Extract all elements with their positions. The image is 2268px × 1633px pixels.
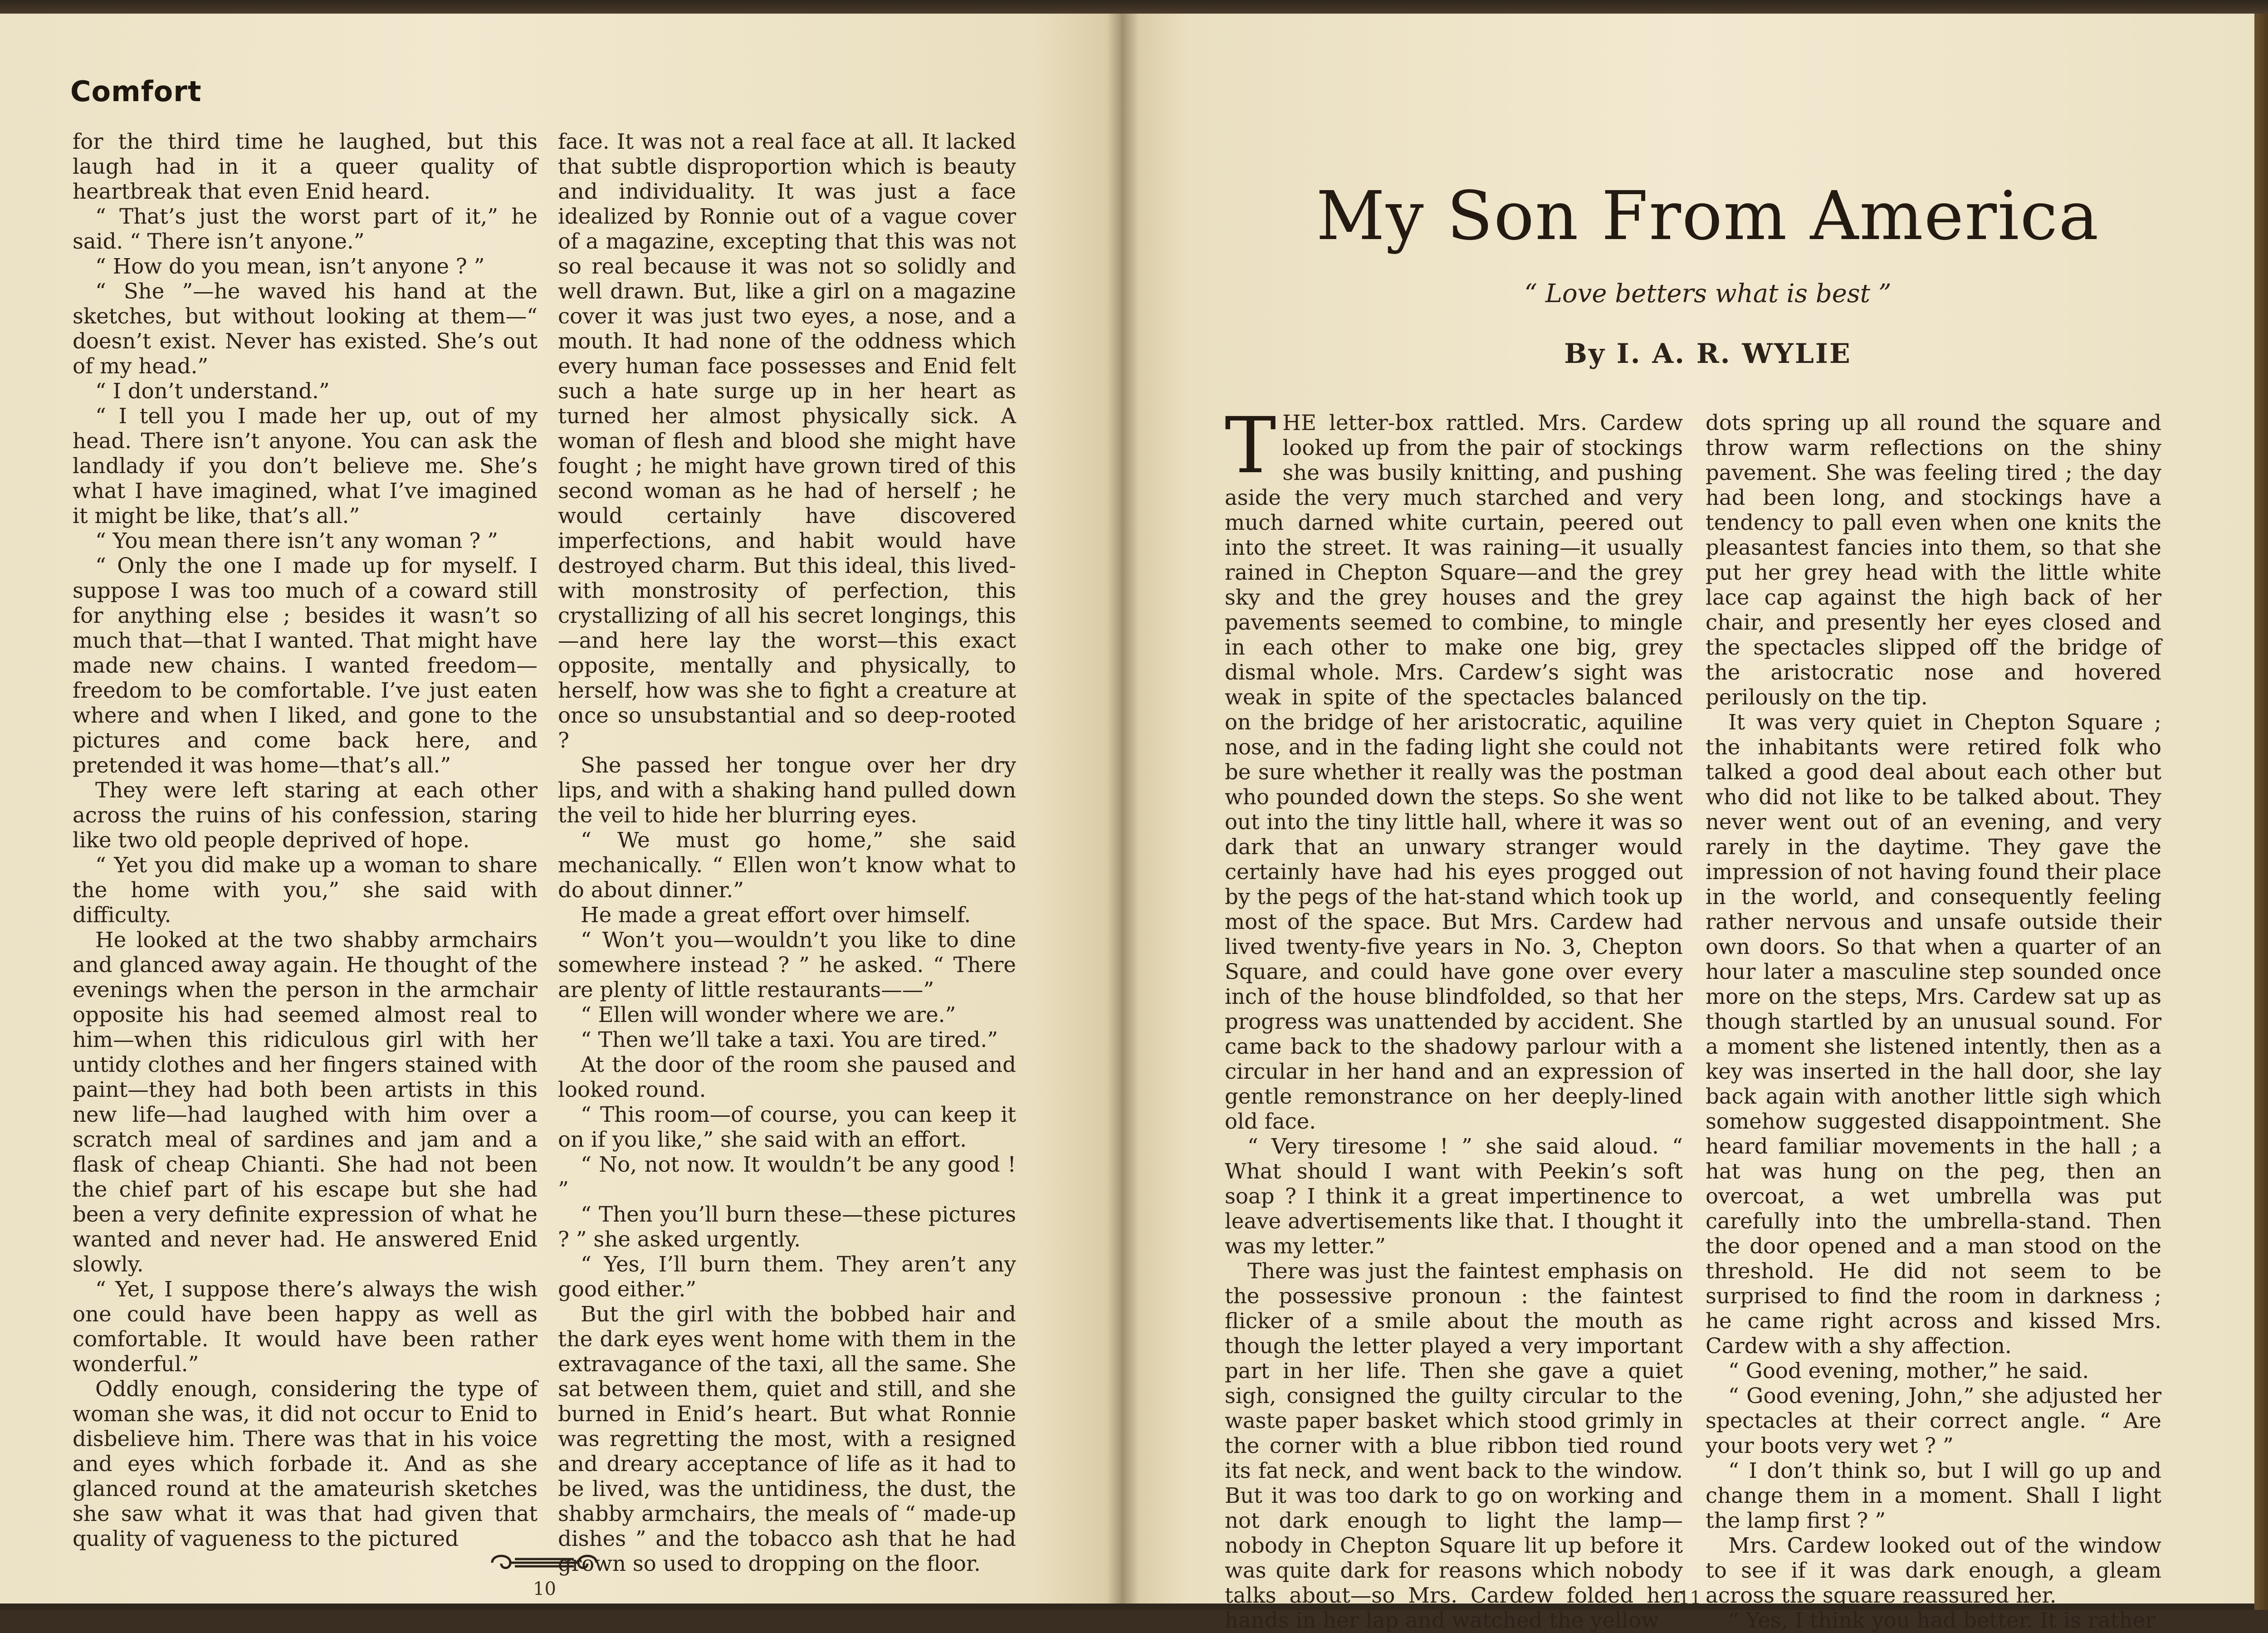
running-head: Comfort bbox=[70, 75, 202, 108]
paragraph: for the third time he laughed, but this laugh had in it a queer quality of heartbreak that even Enid heard. bbox=[73, 129, 538, 204]
paragraph: But the girl with the bobbed hair and the dark eyes went home with them in the extravagance of the taxi, all the same. She sat between them, quiet and still, and she burned in Enid’s heart. But what Ronnie was regretting the most, with a resigned and dreary acceptance of life as it had to be lived, was the untidiness, the dust, the shabby armchairs, the meals of “ made-up dishes ” and the tobacco ash that he had grown so used to dropping on the floor. bbox=[558, 1302, 1016, 1576]
drop-cap: T bbox=[1225, 401, 1276, 491]
paragraph: “ I don’t understand.” bbox=[95, 379, 330, 403]
paragraph: “ Only the one I made up for myself. I suppose I was too much of a coward still for anything else ; besides it wasn’t so much that—that I wanted. That might have made new chains. I wanted freedom—freedom to be comfortable. I’ve just eaten where and when I liked, and gone to the pictures and come back here, and pretended it was home—that’s all.” bbox=[73, 553, 538, 777]
paragraph: “ Yet, I suppose there’s always the wish one could have been happy as well as comfortable. It would have been rather wonderful.” bbox=[73, 1277, 538, 1376]
paragraph: “ Yes, I think you had better. It is rather bbox=[1728, 1608, 2156, 1633]
paragraph: face. It was not a real face at all. It lacked that subtle disproportion which is beauty and individuality. It was just a face idealized by Ronnie out of a vague cover of a magazine, excepting that this was not so real because it was not so solidly and well drawn. But, like a girl on a magazine cover it was just two eyes, a nose, and a mouth. It had none of the oddness which every human face possesses and Enid felt such a hate surge up in her heart as turned her almost physically sick. A woman of flesh and blood she might have fought ; he might have grown tired of this second woman as he had of herself ; he would certainly have discovered imperfections, and habit would have destroyed charm. But this ideal, this lived-with monstrosity of perfection, this crystallizing of all his secret longings, this—and here lay the worst—this exact opposite, mentally and physically, to herself, how was she to fight a creature at once so unsubstantial and so deep-rooted ? bbox=[558, 129, 1016, 753]
paragraph: He looked at the two shabby armchairs and glanced away again. He thought of the evenings when the person in the armchair opposite his had seemed almost real to him—when this ridiculous girl with her untidy clothes and her fingers stained with paint—they had both been artists in this new life—had laughed with him over a scratch meal of sardines and jam and a flask of cheap Chianti. She had not been the chief part of his escape but she had been a very definite expression of what he wanted and never had. He answered Enid slowly. bbox=[73, 928, 538, 1276]
page-number-left: 10 bbox=[533, 1579, 556, 1599]
paragraph: “ I don’t think so, but I will go up and change them in a moment. Shall I light the lamp first ? ” bbox=[1706, 1458, 2161, 1533]
scroll-ornament-icon bbox=[483, 1549, 606, 1576]
paragraph: “ We must go home,” she said mechanically. “ Ellen won’t know what to do about dinner.” bbox=[558, 828, 1016, 902]
paragraph: “ Then we’ll take a taxi. You are tired.” bbox=[581, 1027, 998, 1052]
paragraph: At the door of the room she paused and looked round. bbox=[558, 1052, 1016, 1102]
paragraph: There was just the faintest emphasis on the possessive pronoun : the faintest flicker of a smile about the mouth as though the letter played a very important part in her life. Then she gave a quiet sigh, consigned the guilty circular to the waste paper basket which stood grimly in the corner with a blue ribbon tied round its fat neck, and went back to the window. But it was too dark to go on working and not dark enough to light the lamp—nobody in Chepton Square lit up before it was quite dark for reasons which nobody talks about—so Mrs. Cardew folded her hands in her lap and watched the yellow bbox=[1225, 1259, 1683, 1633]
right-column-2 bbox=[1706, 411, 2161, 1633]
paragraph: dots spring up all round the square and throw warm reflections on the shiny pavement. She was feeling tired ; the day had been long, and stockings have a tendency to pall even when one knits the pleasantest fancies into them, so that she put her grey head with the little white lace cap against the high back of her chair, and presently her eyes closed and the spectacles slipped off the bridge of the aristocratic nose and hovered perilously on the tip. bbox=[1706, 411, 2161, 709]
paragraph: “ Yes, I’ll burn them. They aren’t any good either.” bbox=[558, 1252, 1016, 1301]
paragraph: “ She ”—he waved his hand at the sketches, but without looking at them—“ doesn’t exist. Never has existed. She’s out of my head.” bbox=[73, 279, 538, 378]
paragraph: “ I tell you I made her up, out of my head. There isn’t anyone. You can ask the landlady if you don’t believe me. She’s what I have imagined, what I’ve imagined it might be like, that’s all.” bbox=[73, 404, 538, 528]
paragraph: “ Good evening, mother,” he said. bbox=[1728, 1359, 2089, 1383]
paragraph bbox=[1225, 401, 1683, 1134]
left-column-1 bbox=[73, 129, 538, 1551]
paragraph-text: HE letter-box rattled. Mrs. Cardew looked up from the pair of stockings she was busily knitting, and pushing aside the very much starched and very much darned white curtain, peered out into the street. It was raining—it usually rained in Chepton Square—and the grey sky and the grey houses and the grey pavements seemed to combine, to mingle in each other to make one big, grey dismal whole. Mrs. Cardew’s sight was weak in spite of the spectacles balanced on the bridge of her aristocratic, aquiline nose, and in the fading light she could not be sure whether it really was the postman who pounded down the steps. So she went out into the tiny little hall, where it was so dark that an unwary stranger would certainly have had his eyes progged out by the pegs of the hat-stand which took up most of the space. But Mrs. Cardew had lived twenty-five years in No. 3, Chepton Square, and could have gone over every inch of the house blindfolded, so that her progress was unattended by accident. She came back to the shadowy parlour with a circular in her hand and an expression of gentle remonstrance on her deeply-lined old face. bbox=[1225, 411, 1683, 1134]
paragraph: Mrs. Cardew looked out of the window to see if it was dark enough, a gleam across the square reassured her. bbox=[1706, 1533, 2161, 1608]
paragraph: “ Yet you did make up a woman to share the home with you,” she said with difficulty. bbox=[73, 853, 538, 927]
page-number-right: 11 bbox=[1678, 1588, 1701, 1609]
paragraph: “ Good evening, John,” she adjusted her spectacles at their correct angle. “ Are your boots very wet ? ” bbox=[1706, 1384, 2161, 1458]
book-gutter bbox=[1107, 14, 1139, 1604]
paragraph: It was very quiet in Chepton Square ; the inhabitants were retired folk who talked a good deal about each other but who did not like to be talked about. They never went out of an evening, and very rarely in the daytime. They gave the impression of not having found their place in the world, and consequently feeling rather nervous and unsafe outside their own doors. So that when a quarter of an hour later a masculine step sounded once more on the steps, Mrs. Cardew sat up as though startled by an unusual sound. For a moment she listened intently, then as a key was inserted in the hall door, she lay back again with another little sigh which somehow suggested disappointment. She heard familiar movements in the hall ; a hat was hung on the peg, then an overcoat, a wet umbrella was put carefully into the umbrella-stand. Then the door opened and a man stood on the threshold. He did not seem to be surprised to find the room in darkness ; he came right across and kissed Mrs. Cardew with a shy affection. bbox=[1706, 710, 2161, 1358]
paragraph: “ Won’t you—wouldn’t you like to dine somewhere instead ? ” he asked. “ There are plenty of little restaurants——” bbox=[558, 928, 1016, 1002]
paragraph: “ You mean there isn’t any woman ? ” bbox=[95, 528, 498, 553]
paragraph: He made a great effort over himself. bbox=[581, 903, 971, 927]
paragraph: “ That’s just the worst part of it,” he said. “ There isn’t anyone.” bbox=[73, 204, 538, 254]
paragraph: She passed her tongue over her dry lips, and with a shaking hand pulled down the veil to hide her blurring eyes. bbox=[558, 753, 1016, 827]
paragraph: They were left staring at each other across the ruins of his confession, staring like two old people deprived of hope. bbox=[73, 778, 538, 852]
article-subtitle: “ Love betters what is best ” bbox=[1524, 279, 1892, 308]
paragraph: “ How do you mean, isn’t anyone ? ” bbox=[95, 254, 485, 279]
paragraph: “ No, not now. It wouldn’t be any good ! ” bbox=[558, 1152, 1016, 1202]
paragraph: “ Very tiresome ! ” she said aloud. “ What should I want with Peekin’s soft soap ? I think it a great impertinence to leave advertisements like that. I thought it was my letter.” bbox=[1225, 1134, 1683, 1258]
article-byline: By I. A. R. WYLIE bbox=[1564, 338, 1852, 370]
left-column-2 bbox=[558, 129, 1016, 1576]
article-title: My Son From America bbox=[1316, 177, 2100, 255]
paragraph: “ This room—of course, you can keep it on if you like,” she said with an effort. bbox=[558, 1102, 1016, 1152]
right-column-1 bbox=[1225, 401, 1683, 1633]
page-edge bbox=[2254, 14, 2268, 1610]
paragraph: “ Then you’ll burn these—these pictures ? ” she asked urgently. bbox=[558, 1202, 1016, 1252]
paragraph: “ Ellen will wonder where we are.” bbox=[581, 1002, 956, 1027]
paragraph: Oddly enough, considering the type of woman she was, it did not occur to Enid to disbelieve him. There was that in his voice and eyes which forbade it. And as she glanced round at the amateurish sketches she saw what it was that had given that quality of vagueness to the pictured bbox=[73, 1377, 538, 1551]
